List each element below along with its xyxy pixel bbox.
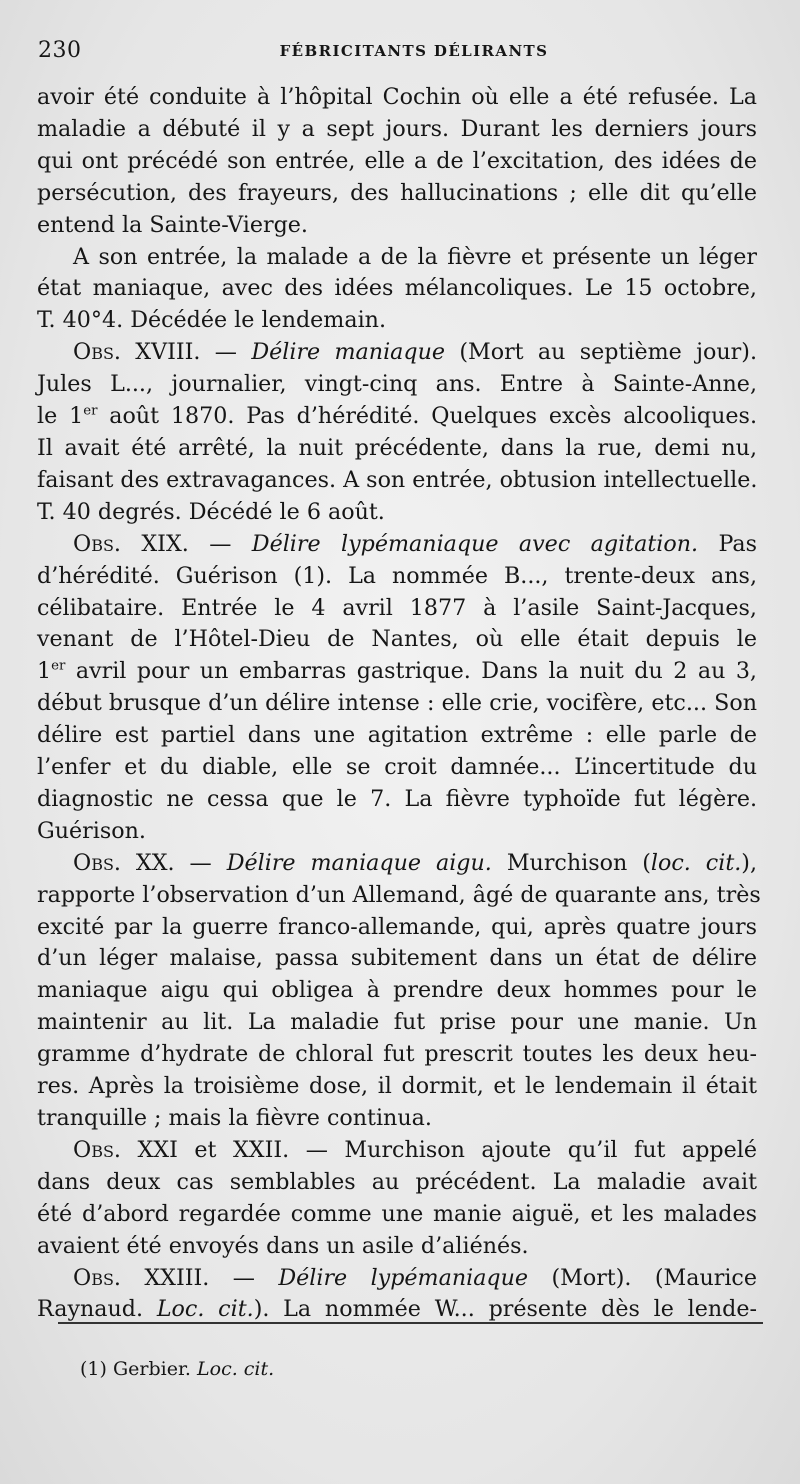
page-header bbox=[38, 38, 760, 68]
text-segment: . XVIII. — bbox=[113, 339, 252, 366]
superscript: er bbox=[51, 658, 66, 674]
text-segment: . XXI et XXII. — Murchison ajoute qu’il fut appelé bbox=[113, 1136, 757, 1163]
paragraph-first-line bbox=[37, 1263, 757, 1295]
text-line bbox=[37, 146, 757, 178]
text-line bbox=[37, 880, 761, 912]
text-segment: excité par la guerre franco-allemande, qui, après quatre jours bbox=[37, 913, 757, 940]
footnote-separator bbox=[58, 1322, 763, 1324]
text-segment: délire est partiel dans une agitation extrême : elle parle de bbox=[37, 722, 757, 749]
text-segment: T. 40 degrés. Décédé le 6 août. bbox=[37, 498, 385, 525]
text-segment: Raynaud. bbox=[37, 1296, 157, 1323]
text-segment: (Mort au septième jour). bbox=[445, 339, 757, 366]
italic-text: loc. cit. bbox=[650, 849, 742, 876]
text-segment: début brusque d’un délire intense : elle crie, vocifère, etc... Son bbox=[37, 690, 757, 717]
text-line bbox=[37, 1231, 757, 1263]
text-segment: gramme d’hydrate de chloral fut prescrit toutes les deux heu- bbox=[37, 1041, 757, 1068]
text-segment: diagnostic ne cessa que le 7. La fièvre typhoïde fut légère. bbox=[37, 785, 757, 812]
text-line bbox=[37, 369, 757, 401]
text-line bbox=[37, 720, 757, 752]
paragraph-first-line bbox=[37, 848, 757, 880]
text-segment: maintenir au lit. La maladie fut prise pour une manie. Un bbox=[37, 1009, 757, 1036]
paragraph-first-line bbox=[37, 1135, 757, 1167]
text-segment: Il avait été arrêté, la nuit précédente, dans la rue, demi nu, bbox=[37, 434, 757, 461]
text-line bbox=[37, 497, 757, 529]
text-line bbox=[37, 975, 757, 1007]
text-segment: venant de l’Hôtel-Dieu de Nantes, où elle était depuis le bbox=[37, 626, 757, 653]
italic-text: Délire maniaque aigu. bbox=[226, 849, 492, 876]
body-text bbox=[37, 82, 761, 1326]
paragraph-first-line bbox=[37, 529, 757, 561]
text-segment: ), bbox=[741, 849, 758, 876]
text-line bbox=[37, 1007, 757, 1039]
text-segment: A son entrée, la malade a de la fièvre et présente un léger bbox=[73, 243, 757, 270]
text-line bbox=[37, 1199, 757, 1231]
italic-text: Délire maniaque bbox=[251, 339, 446, 366]
text-segment: faisant des extravagances. A son entrée, obtusion intellectuelle. bbox=[37, 466, 758, 493]
text-line bbox=[37, 210, 757, 242]
italic-text: Délire lypémaniaque bbox=[278, 1264, 529, 1291]
text-line bbox=[37, 656, 757, 688]
text-segment: persécution, des frayeurs, des hallucinations ; elle dit qu’elle bbox=[37, 179, 757, 206]
text-segment: avaient été envoyés dans un asile d’aliénés. bbox=[37, 1232, 529, 1259]
text-line bbox=[37, 816, 757, 848]
text-line bbox=[37, 1167, 757, 1199]
obs-label: Obs bbox=[73, 1136, 114, 1163]
footnote bbox=[80, 1358, 274, 1380]
text-segment: . XIX. — bbox=[113, 530, 252, 557]
obs-label: Obs bbox=[73, 530, 114, 557]
text-line bbox=[37, 1071, 757, 1103]
text-line bbox=[37, 82, 757, 114]
text-line bbox=[37, 273, 757, 305]
text-line bbox=[37, 752, 757, 784]
text-segment: . XXIII. — bbox=[113, 1264, 279, 1291]
text-segment: état maniaque, avec des idées mélancoliques. Le 15 octobre, bbox=[37, 275, 757, 302]
running-head: FÉBRICITANTS DÉLIRANTS bbox=[279, 42, 549, 60]
text-line bbox=[37, 1039, 757, 1071]
text-line bbox=[37, 1103, 757, 1135]
text-segment: avoir été conduite à l’hôpital Cochin où elle a été refusée. La bbox=[37, 84, 757, 110]
paragraph-first-line bbox=[37, 242, 757, 274]
obs-label: Obs bbox=[73, 1264, 114, 1291]
text-segment: 1 bbox=[37, 658, 52, 685]
text-line bbox=[37, 401, 757, 433]
text-line bbox=[37, 561, 757, 593]
text-segment: maladie a débuté il y a sept jours. Durant les derniers jours bbox=[37, 115, 757, 142]
text-segment: res. Après la troisième dose, il dormit, et le lendemain il était bbox=[37, 1073, 757, 1100]
obs-label: Obs bbox=[73, 849, 114, 876]
text-segment: célibataire. Entrée le 4 avril 1877 à l’asile Saint-Jacques, bbox=[37, 594, 757, 621]
text-segment: d’un léger malaise, passa subitement dans un état de délire bbox=[37, 945, 757, 972]
italic-text: Loc. cit. bbox=[156, 1296, 254, 1323]
text-segment: l’enfer et du diable, elle se croit damnée... L’incertitude du bbox=[37, 754, 757, 781]
text-segment: T. 40°4. Décédée le lendemain. bbox=[37, 307, 387, 334]
text-segment: maniaque aigu qui obligea à prendre deux hommes pour le bbox=[37, 977, 757, 1004]
italic-text: Loc. cit. bbox=[197, 1358, 275, 1380]
text-segment: d’hérédité. Guérison (1). La nommée B..., trente-deux ans, bbox=[37, 562, 757, 589]
text-segment: entend la Sainte-Vierge. bbox=[37, 211, 308, 238]
text-segment: Pas bbox=[698, 530, 757, 557]
text-segment: Jules L..., journalier, vingt-cinq ans. Entre à Sainte-Anne, bbox=[37, 371, 757, 398]
text-segment: tranquille ; mais la fièvre continua. bbox=[37, 1105, 432, 1131]
text-segment: avril pour un embarras gastrique. Dans la nuit du 2 au 3, bbox=[65, 658, 757, 685]
text-line bbox=[37, 624, 757, 656]
page-number: 230 bbox=[38, 38, 82, 63]
text-line bbox=[37, 688, 757, 720]
text-line bbox=[37, 912, 757, 944]
text-line bbox=[37, 178, 757, 210]
text-line bbox=[37, 593, 757, 625]
text-line bbox=[37, 943, 757, 975]
text-segment: août 1870. Pas d’hérédité. Quelques excès alcooliques. bbox=[97, 403, 757, 430]
text-segment: Guérison. bbox=[37, 817, 146, 844]
text-segment: ). La nommée W... présente dès le lende- bbox=[253, 1296, 757, 1323]
text-line bbox=[37, 784, 757, 816]
text-line bbox=[37, 114, 757, 146]
paragraph-first-line bbox=[37, 337, 757, 369]
text-line bbox=[37, 305, 757, 337]
text-line bbox=[37, 465, 757, 497]
text-segment: Murchison ( bbox=[491, 849, 651, 876]
italic-text: Délire lypémaniaque avec agitation. bbox=[251, 530, 699, 557]
text-segment: été d’abord regardée comme une manie aiguë, et les malades bbox=[37, 1200, 757, 1227]
text-segment: . XX. — bbox=[113, 849, 227, 876]
superscript: er bbox=[83, 403, 98, 419]
text-line bbox=[37, 433, 757, 465]
text-segment: (1) Gerbier. bbox=[80, 1358, 198, 1380]
text-segment: (Mort). (Maurice bbox=[528, 1264, 757, 1291]
text-segment: le 1 bbox=[37, 403, 84, 430]
obs-label: Obs bbox=[73, 339, 114, 366]
text-segment: dans deux cas semblables au précédent. La maladie avait bbox=[37, 1168, 757, 1195]
text-segment: rapporte l’observation d’un Allemand, âgé de quarante ans, très bbox=[37, 881, 761, 908]
text-segment: qui ont précédé son entrée, elle a de l’excitation, des idées de bbox=[37, 147, 757, 174]
